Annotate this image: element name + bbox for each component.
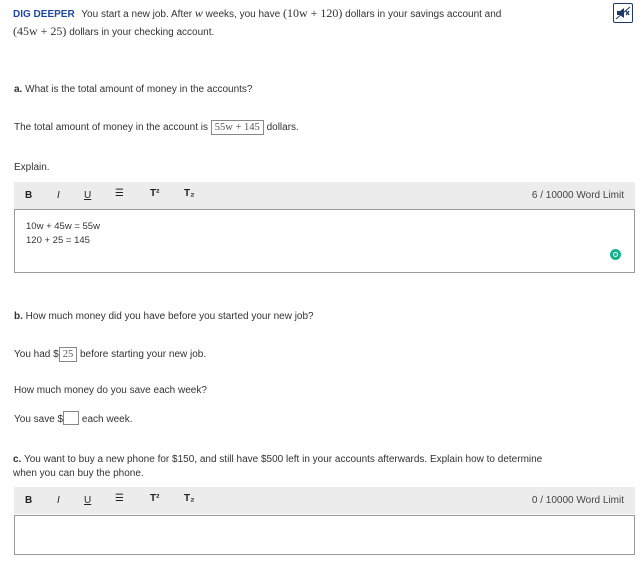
word-limit-counter: 0 / 10000 Word Limit (531, 495, 624, 506)
part-b-save-row (14, 411, 133, 425)
audio-button[interactable] (613, 3, 633, 23)
underline-button[interactable]: U (84, 190, 92, 201)
explain-label: Explain. (14, 162, 50, 173)
part-c-question-line2: when you can buy the phone. (13, 468, 144, 479)
part-a-answer-prefix: The total amount of money in the account is (14, 122, 208, 133)
grammarly-icon[interactable] (610, 249, 621, 260)
save-prefix: You save $ (14, 414, 64, 425)
bold-button[interactable]: B (25, 190, 33, 201)
underline-button[interactable]: U (84, 495, 92, 506)
part-c-question-line1: You want to buy a new phone for $150, and still have $500 left in your accounts afterwards. Explain how to determine (23, 454, 543, 465)
explain-editor-c[interactable] (14, 515, 635, 555)
weekly-savings-field[interactable] (63, 411, 79, 425)
explain-editor-a[interactable] (14, 209, 635, 273)
part-a-answer-suffix: dollars. (266, 122, 299, 133)
part-c-question (13, 453, 613, 481)
italic-button[interactable]: I (57, 495, 60, 506)
intro-text-3: dollars in your savings account and (342, 9, 502, 20)
dig-deeper-tag: DIG DEEPER (13, 9, 75, 20)
problem-intro (13, 5, 603, 41)
bold-button[interactable]: B (25, 495, 33, 506)
intro-text-2: weeks, you have (202, 9, 283, 20)
bulleted-list-icon[interactable]: ☰ (115, 493, 124, 504)
superscript-button[interactable]: T² (150, 493, 160, 504)
part-c-label: c. (13, 454, 22, 465)
part-b-label: b. (14, 311, 23, 322)
word-limit-counter: 6 / 10000 Word Limit (531, 190, 624, 201)
total-money-answer-field[interactable]: 55w + 145 (211, 120, 264, 135)
speaker-muted-icon (614, 4, 632, 22)
part-b-question-text: How much money did you have before you started your new job? (25, 311, 314, 322)
editor-line: 10w + 45w = 55w (26, 221, 100, 232)
intro-text-1: You start a new job. After (81, 9, 195, 20)
save-question: How much money do you save each week? (14, 385, 207, 396)
part-b-had-row (14, 347, 206, 362)
subscript-button[interactable]: T₂ (184, 493, 195, 504)
editor-line: 120 + 25 = 145 (26, 235, 90, 246)
part-a-question (14, 84, 252, 95)
editor-toolbar-c (14, 487, 635, 514)
subscript-button[interactable]: T₂ (184, 188, 195, 199)
save-suffix: each week. (81, 414, 133, 425)
had-suffix: before starting your new job. (79, 349, 207, 360)
bulleted-list-icon[interactable]: ☰ (115, 188, 124, 199)
intro-text-4: dollars in your checking account. (66, 27, 215, 38)
savings-expression: (10w + 120) (282, 6, 343, 20)
part-a-answer-row (14, 120, 299, 135)
checking-expression: (45w + 25) (13, 24, 67, 38)
had-prefix: You had $ (14, 349, 59, 360)
intro-var-w: w (194, 6, 203, 20)
superscript-button[interactable]: T² (150, 188, 160, 199)
editor-toolbar-a (14, 182, 635, 209)
part-a-label: a. (14, 84, 23, 95)
part-a-question-text: What is the total amount of money in the accounts? (25, 84, 253, 95)
starting-money-field[interactable]: 25 (59, 347, 78, 362)
part-b-question (14, 311, 314, 322)
italic-button[interactable]: I (57, 190, 60, 201)
